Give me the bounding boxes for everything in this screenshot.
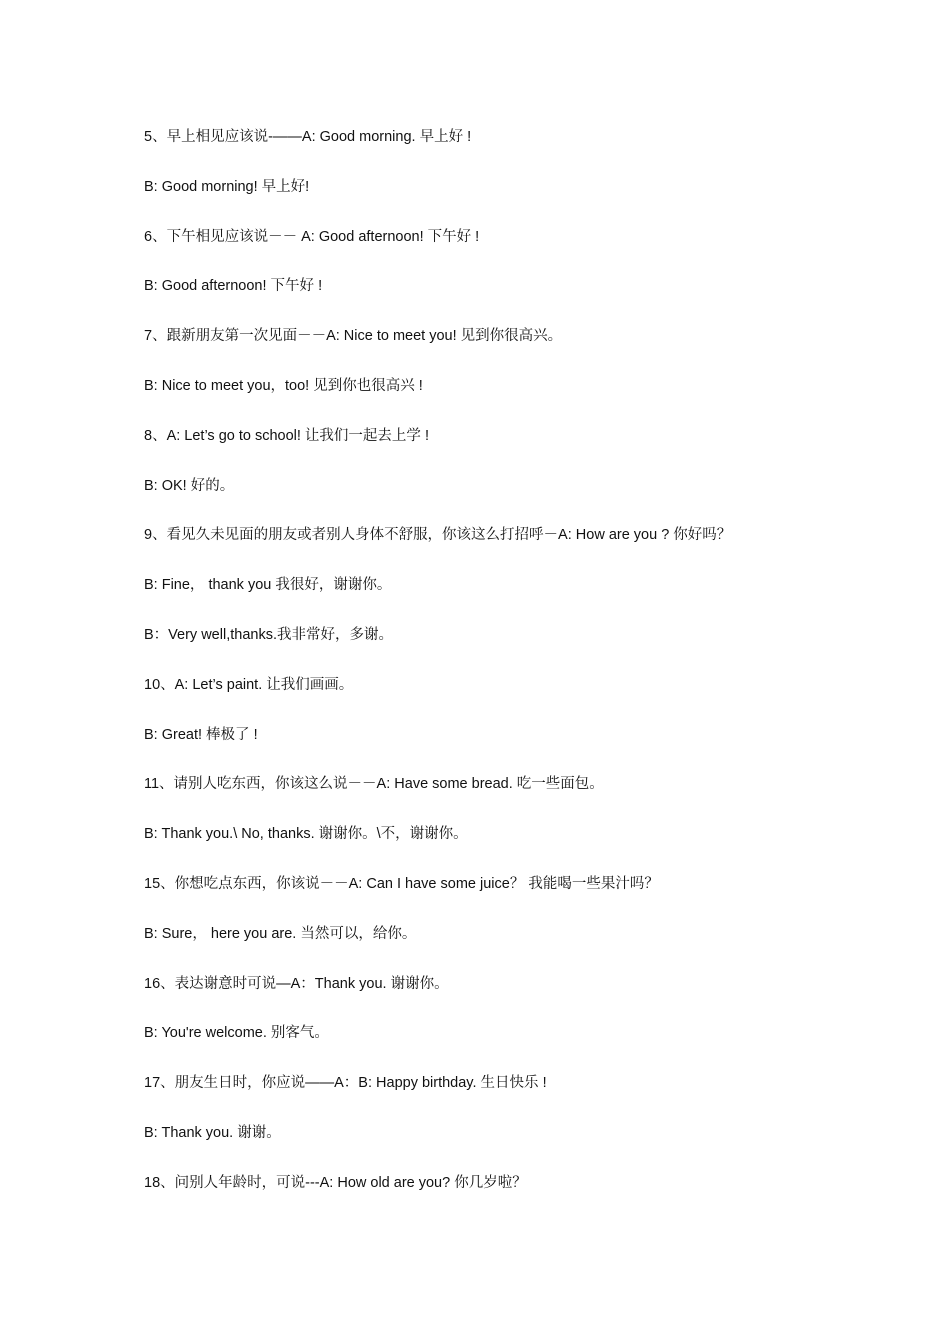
text-line: B: Good morning! 早上好! (144, 178, 310, 195)
text-line: 7、跟新朋友第一次见面－－A: Nice to meet you! 见到你很高兴。 (144, 328, 563, 345)
text-line: B: OK! 好的。 (144, 477, 235, 494)
text-line: B：Very well,thanks.我非常好，多谢。 (144, 626, 393, 643)
dialogue-list (144, 126, 910, 1222)
text-line: B: Great! 棒极了 ! (144, 726, 258, 743)
text-line: 5、早上相见应该说-——A: Good morning. 早上好 ! (144, 129, 472, 145)
text-line: 10、A: Let’s paint. 让我们画画。 (144, 676, 354, 693)
text-line: 6、下午相见应该说－－ A: Good afternoon! 下午好 ! (144, 228, 480, 245)
text-line: B: Sure， here you are. 当然可以，给你。 (144, 925, 417, 942)
text-line: B: You're welcome. 别客气。 (144, 1025, 329, 1042)
text-line: 17、朋友生日时，你应说——A：B: Happy birthday. 生日快乐 ! (144, 1075, 547, 1092)
text-line: B: Thank you. 谢谢。 (144, 1124, 281, 1141)
text-line: B: Thank you.\ No, thanks. 谢谢你。\不，谢谢你。 (144, 826, 468, 843)
text-line: 8、A: Let’s go to school! 让我们一起去上学 ! (144, 427, 429, 444)
text-line: B: Fine， thank you 我很好，谢谢你。 (144, 577, 392, 594)
text-line: 18、问别人年龄时，可说---A: How old are you? 你几岁啦？ (144, 1174, 527, 1191)
text-line: 16、表达谢意时可说—A：Thank you. 谢谢你。 (144, 975, 449, 992)
text-line: B: Good afternoon! 下午好 ! (144, 278, 323, 295)
text-line: 9、看见久未见面的朋友或者别人身体不舒服，你该这么打招呼－A: How are you ? 你好吗？ (144, 527, 732, 544)
text-line: 11、请别人吃东西，你该这么说－－A: Have some bread. 吃一些面包。 (144, 776, 604, 793)
text-line: 15、你想吃点东西，你该说－－A: Can I have some juice？ 我能喝一些果汁吗？ (144, 875, 659, 892)
text-line: B: Nice to meet you，too! 见到你也很高兴 ! (144, 377, 423, 394)
